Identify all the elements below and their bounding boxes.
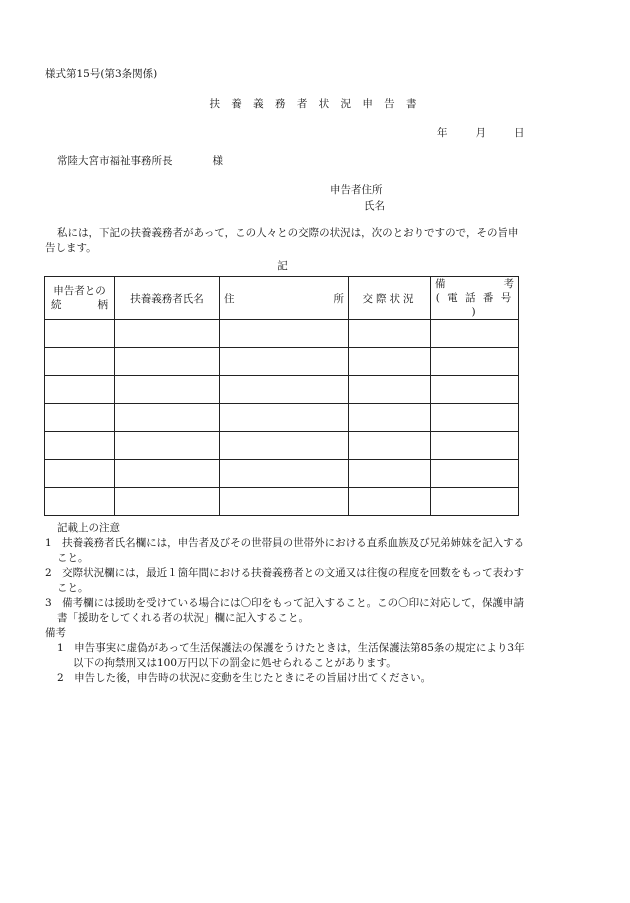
address-cell[interactable]	[220, 488, 349, 516]
col-header-remarks-b: 考	[503, 278, 514, 290]
name-cell[interactable]	[115, 432, 220, 460]
remarks-cell[interactable]	[431, 404, 519, 432]
table-row	[45, 376, 519, 404]
relation-cell[interactable]	[45, 320, 115, 348]
addressee	[57, 153, 223, 168]
col-header-address-a: 住	[224, 292, 235, 305]
table-row	[45, 404, 519, 432]
table-row	[45, 320, 519, 348]
relation-cell[interactable]	[45, 348, 115, 376]
col-header-name: 扶養義務者氏名	[115, 277, 220, 320]
col-header-remarks	[431, 277, 519, 320]
col-header-remarks-line2: ( 電 話 番 号 )	[435, 292, 514, 318]
table-row	[45, 460, 519, 488]
intro-paragraph: 私には，下記の扶養義務者があって，この人々との交際の状況は，次のとおりですので，その旨申告します。	[45, 227, 519, 254]
contact-cell[interactable]	[349, 460, 431, 488]
name-cell[interactable]	[115, 348, 220, 376]
name-cell[interactable]	[115, 376, 220, 404]
address-cell[interactable]	[220, 404, 349, 432]
col-header-relation-line2b: 柄	[97, 299, 108, 311]
relation-cell[interactable]	[45, 404, 115, 432]
address-cell[interactable]	[220, 460, 349, 488]
contact-cell[interactable]	[349, 320, 431, 348]
contact-cell[interactable]	[349, 488, 431, 516]
notes-item-2: 2 交際状況欄には，最近１箇年間における扶養義務者との文通又は往復の程度を回数をもって表わすこと。	[45, 567, 525, 594]
relation-cell[interactable]	[45, 460, 115, 488]
contact-cell[interactable]	[349, 404, 431, 432]
table-body	[45, 320, 519, 516]
remarks-cell[interactable]	[431, 460, 519, 488]
address-cell[interactable]	[220, 432, 349, 460]
relation-cell[interactable]	[45, 432, 115, 460]
relation-cell[interactable]	[45, 376, 115, 404]
col-header-relation-line2a: 続	[51, 299, 62, 311]
form-number: 様式第15号(第3条関係)	[45, 68, 158, 80]
table-row	[45, 432, 519, 460]
addressee-office: 常陸大宮市福祉事務所長	[57, 155, 173, 167]
document-title: 扶 養 義 務 者 状 況 申 告 書	[209, 98, 421, 110]
bikou-item-1: 1 申告事実に虚偽があって生活保護法の保護をうけたときは，生活保護法第85条の規定により3年以下の拘禁刑又は100万円以下の罰金に処せられることがあります。	[57, 642, 525, 669]
col-header-contact: 交際状況	[349, 277, 431, 320]
notes-item-3: 3 備考欄には援助を受けている場合には〇印をもって記入すること。この〇印に対応して，保護申請書「援助をしてくれる者の状況」欄に記入すること。	[45, 597, 524, 624]
date-day-label: 日	[514, 127, 525, 139]
remarks-cell[interactable]	[431, 348, 519, 376]
address-cell[interactable]	[220, 348, 349, 376]
name-cell[interactable]	[115, 460, 220, 488]
contact-cell[interactable]	[349, 432, 431, 460]
date-year-label: 年	[437, 127, 448, 139]
bikou-heading: 備考	[45, 627, 66, 639]
address-cell[interactable]	[220, 320, 349, 348]
date-month-label: 月	[475, 127, 486, 139]
col-header-address-b: 所	[333, 292, 344, 305]
name-cell[interactable]	[115, 404, 220, 432]
col-header-relation-line1: 申告者との	[53, 285, 106, 297]
addressee-honorific: 様	[212, 155, 223, 167]
applicant-address-label: 申告者住所	[330, 184, 383, 196]
remarks-cell[interactable]	[431, 432, 519, 460]
contact-cell[interactable]	[349, 376, 431, 404]
date-line	[437, 125, 525, 140]
table-header-row	[45, 277, 519, 320]
relation-cell[interactable]	[45, 488, 115, 516]
remarks-cell[interactable]	[431, 488, 519, 516]
dependents-table	[44, 276, 519, 516]
col-header-relation	[45, 277, 115, 320]
notes-section	[45, 521, 525, 686]
col-header-address	[220, 277, 349, 320]
address-cell[interactable]	[220, 376, 349, 404]
remarks-cell[interactable]	[431, 320, 519, 348]
applicant-name-label: 氏名	[364, 200, 385, 212]
table-row	[45, 348, 519, 376]
bikou-item-2: 2 申告した後，申告時の状況に変動を生じたときにその旨届け出てください。	[57, 672, 432, 684]
notes-item-1: 1 扶養義務者氏名欄には，申告者及びその世帯員の世帯外における直系血族及び兄弟姉妹を記入すること。	[45, 537, 525, 564]
name-cell[interactable]	[115, 488, 220, 516]
ki-label: 記	[277, 260, 288, 272]
table-row	[45, 488, 519, 516]
name-cell[interactable]	[115, 320, 220, 348]
remarks-cell[interactable]	[431, 376, 519, 404]
col-header-remarks-a: 備	[435, 278, 446, 290]
contact-cell[interactable]	[349, 348, 431, 376]
notes-heading: 記載上の注意	[57, 522, 120, 534]
